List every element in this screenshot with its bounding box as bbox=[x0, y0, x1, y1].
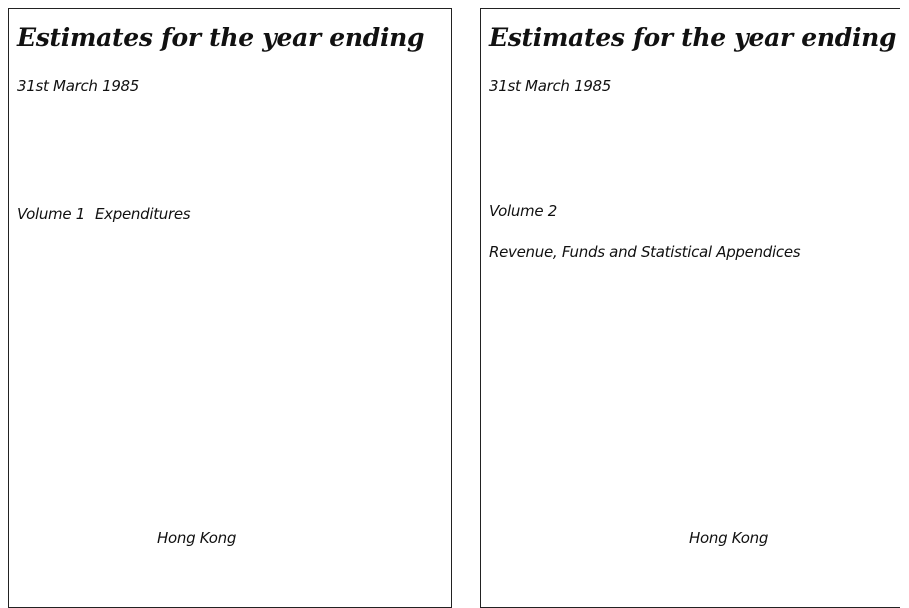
cover-date: 31st March 1985 bbox=[17, 77, 140, 95]
cover-date: 31st March 1985 bbox=[489, 77, 612, 95]
cover-title: Estimates for the year ending bbox=[489, 23, 897, 52]
cover-title: Estimates for the year ending bbox=[17, 23, 425, 52]
volume-label: Volume 1 bbox=[17, 205, 85, 223]
volume-line bbox=[17, 205, 190, 223]
volume-label: Volume 2 bbox=[489, 202, 557, 220]
cover-place: Hong Kong bbox=[689, 529, 769, 547]
volume-subtitle: Revenue, Funds and Statistical Appendices bbox=[489, 243, 801, 261]
volume-2-cover bbox=[480, 8, 900, 608]
volume-1-cover bbox=[8, 8, 452, 608]
cover-place: Hong Kong bbox=[157, 529, 237, 547]
volume-subtitle: Expenditures bbox=[95, 205, 191, 223]
